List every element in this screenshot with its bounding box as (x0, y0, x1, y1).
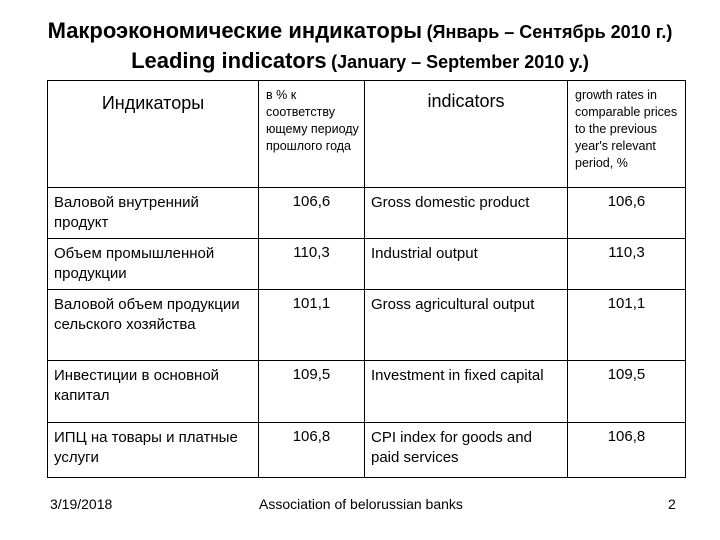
row-ru-label: Валовой объем продукции сельского хозяйства (48, 290, 259, 361)
indicators-table (47, 80, 686, 478)
footer-organization: Association of belorussian banks (259, 496, 463, 512)
header-en-growth: growth rates in comparable prices to the previous year's relevant period, % (568, 81, 686, 188)
footer-date: 3/19/2018 (50, 496, 113, 512)
header-en-indicators: indicators (365, 81, 568, 188)
footer-page-number: 2 (668, 496, 676, 512)
row-ru-label: Валовой внутренний продукт (48, 188, 259, 239)
row-ru-value: 109,5 (259, 361, 365, 423)
table-row (48, 239, 686, 290)
table-header-row (48, 81, 686, 188)
row-en-value: 109,5 (568, 361, 686, 423)
row-ru-label: ИПЦ на товары и платные услуги (48, 423, 259, 478)
row-en-label: Gross agricultural output (365, 290, 568, 361)
row-ru-value: 101,1 (259, 290, 365, 361)
row-en-value: 110,3 (568, 239, 686, 290)
row-en-value: 106,8 (568, 423, 686, 478)
row-en-label: CPI index for goods and paid services (365, 423, 568, 478)
row-en-label: Industrial output (365, 239, 568, 290)
header-ru-growth: в % к соответству ющему периоду прошлого года (259, 81, 365, 188)
row-en-label: Gross domestic product (365, 188, 568, 239)
row-ru-value: 110,3 (259, 239, 365, 290)
title-english-period: (January – September 2010 y.) (331, 52, 589, 72)
row-ru-label: Инвестиции в основной капитал (48, 361, 259, 423)
table-row (48, 423, 686, 478)
table-row (48, 361, 686, 423)
row-ru-value: 106,8 (259, 423, 365, 478)
table-row (48, 290, 686, 361)
row-ru-value: 106,6 (259, 188, 365, 239)
row-en-label: Investment in fixed capital (365, 361, 568, 423)
row-en-value: 101,1 (568, 290, 686, 361)
title-russian (0, 18, 720, 44)
row-en-value: 106,6 (568, 188, 686, 239)
header-ru-indicators: Индикаторы (48, 81, 259, 188)
row-ru-label: Объем промышленной продукции (48, 239, 259, 290)
table-row (48, 188, 686, 239)
title-russian-period: (Январь – Сентябрь 2010 г.) (426, 22, 673, 42)
title-russian-main: Макроэкономические индикаторы (47, 18, 423, 43)
title-english (0, 48, 720, 74)
title-english-main: Leading indicators (131, 48, 327, 73)
